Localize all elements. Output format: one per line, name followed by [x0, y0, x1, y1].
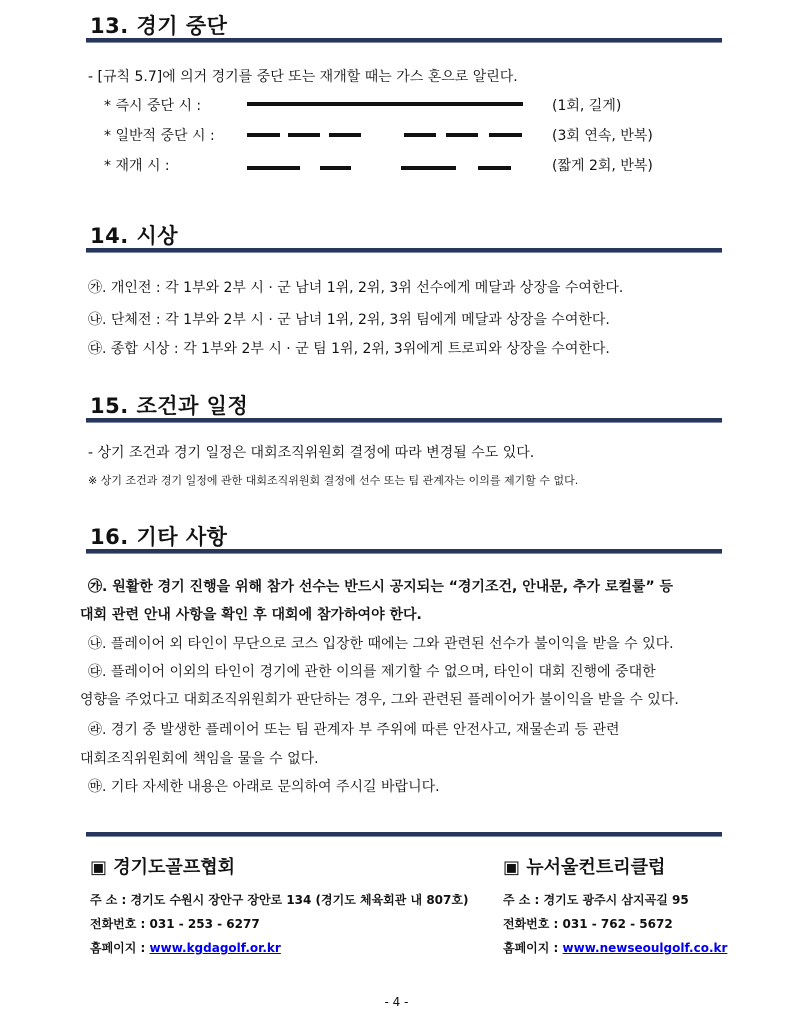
- misc-line: ㉮. 원활한 경기 진행을 위해 참가 선수는 반드시 공지되는 “경기조건, 안내문, 추가 로컬룰” 등: [88, 579, 674, 595]
- misc-line: ㉲. 기타 자세한 내용은 아래로 문의하여 주시길 바랍니다.: [88, 779, 440, 795]
- signal-resume-label: * 재개 시 :: [104, 158, 170, 174]
- contact-right-phone: 전화번호 : 031 - 762 - 5672: [503, 917, 673, 931]
- signal-short-blast: [478, 166, 511, 170]
- contact-left-title: ▣ 경기도골프협회: [90, 857, 235, 878]
- signal-short-blast: [329, 133, 361, 137]
- contact-right-title: ▣ 뉴서울컨트리클럽: [503, 857, 666, 878]
- misc-line: 대회 관련 안내 사항을 확인 후 대회에 참가하여야 한다.: [80, 607, 422, 623]
- contact-right-address: 주 소 : 경기도 광주시 삼지곡길 95: [503, 893, 689, 907]
- section-13-title: 13. 경기 중단: [90, 14, 228, 38]
- contact-right-homepage: [503, 939, 727, 956]
- signal-short-blast: [404, 133, 436, 137]
- homepage-label: 홈페이지 :: [503, 941, 563, 955]
- homepage-link[interactable]: www.newseoulgolf.co.kr: [562, 941, 728, 955]
- section-16-title: 16. 기타 사항: [90, 525, 228, 549]
- contact-left-phone: 전화번호 : 031 - 253 - 6277: [90, 917, 260, 931]
- contact-left-homepage: [90, 939, 281, 956]
- signal-short-blast: [247, 166, 300, 170]
- award-item: ㉮. 개인전 : 각 1부와 2부 시 · 군 남녀 1위, 2위, 3위 선수에게 메달과 상장을 수여한다.: [88, 280, 624, 296]
- signal-immediate-label: * 즉시 중단 시 :: [104, 98, 202, 114]
- schedule-change-note: - 상기 조건과 경기 일정은 대회조직위원회 결정에 따라 변경될 수도 있다.: [88, 445, 535, 461]
- section-15-rule: [86, 418, 722, 423]
- contact-left-address: 주 소 : 경기도 수원시 장안구 장안로 134 (경기도 체육회관 내 807호): [90, 893, 469, 907]
- signal-immediate-note: (1회, 길게): [552, 98, 622, 114]
- signal-short-blast: [247, 133, 280, 137]
- homepage-label: 홈페이지 :: [90, 941, 150, 955]
- signal-long-blast: [247, 102, 523, 106]
- section-16-rule: [86, 549, 722, 554]
- award-item: ㉰. 종합 시상 : 각 1부와 2부 시 · 군 팀 1위, 2위, 3위에게 트로피와 상장을 수여한다.: [88, 341, 610, 357]
- section-13-rule: [86, 38, 722, 43]
- signal-short-blast: [401, 166, 456, 170]
- signal-general-note: (3회 연속, 반복): [552, 128, 653, 144]
- section-13-intro: - [규칙 5.7]에 의거 경기를 중단 또는 재개할 때는 가스 혼으로 알린다.: [88, 69, 518, 85]
- section-14-title: 14. 시상: [90, 224, 179, 248]
- misc-line: 대회조직위원회에 책임을 물을 수 없다.: [80, 751, 319, 767]
- misc-line: ㉱. 경기 중 발생한 플레이어 또는 팀 관계자 부 주위에 따른 안전사고, 재물손괴 등 관련: [88, 722, 620, 738]
- section-15-title: 15. 조건과 일정: [90, 394, 249, 418]
- award-item: ㉯. 단체전 : 각 1부와 2부 시 · 군 남녀 1위, 2위, 3위 팀에게 메달과 상장을 수여한다.: [88, 312, 610, 328]
- signal-resume-note: (짧게 2회, 반복): [552, 158, 653, 174]
- signal-short-blast: [288, 133, 320, 137]
- misc-line: ㉰. 플레이어 이외의 타인이 경기에 관한 이의를 제기할 수 없으며, 타인이 대회 진행에 중대한: [88, 664, 656, 680]
- signal-short-blast: [489, 133, 522, 137]
- homepage-link[interactable]: www.kgdagolf.or.kr: [149, 941, 281, 955]
- schedule-objection-note: ※ 상기 조건과 경기 일정에 관한 대회조직위원회 결정에 선수 또는 팀 관계자는 이의를 제기할 수 없다.: [88, 474, 579, 487]
- section-14-rule: [86, 248, 722, 253]
- signal-general-label: * 일반적 중단 시 :: [104, 128, 215, 144]
- signal-short-blast: [446, 133, 478, 137]
- footer-rule: [86, 832, 722, 837]
- misc-line: 영향을 주었다고 대회조직위원회가 판단하는 경우, 그와 관련된 플레이어가 불이익을 받을 수 있다.: [80, 692, 679, 708]
- signal-short-blast: [320, 166, 351, 170]
- page-number: - 4 -: [384, 995, 409, 1009]
- misc-line: ㉯. 플레이어 외 타인이 무단으로 코스 입장한 때에는 그와 관련된 선수가 불이익을 받을 수 있다.: [88, 636, 674, 652]
